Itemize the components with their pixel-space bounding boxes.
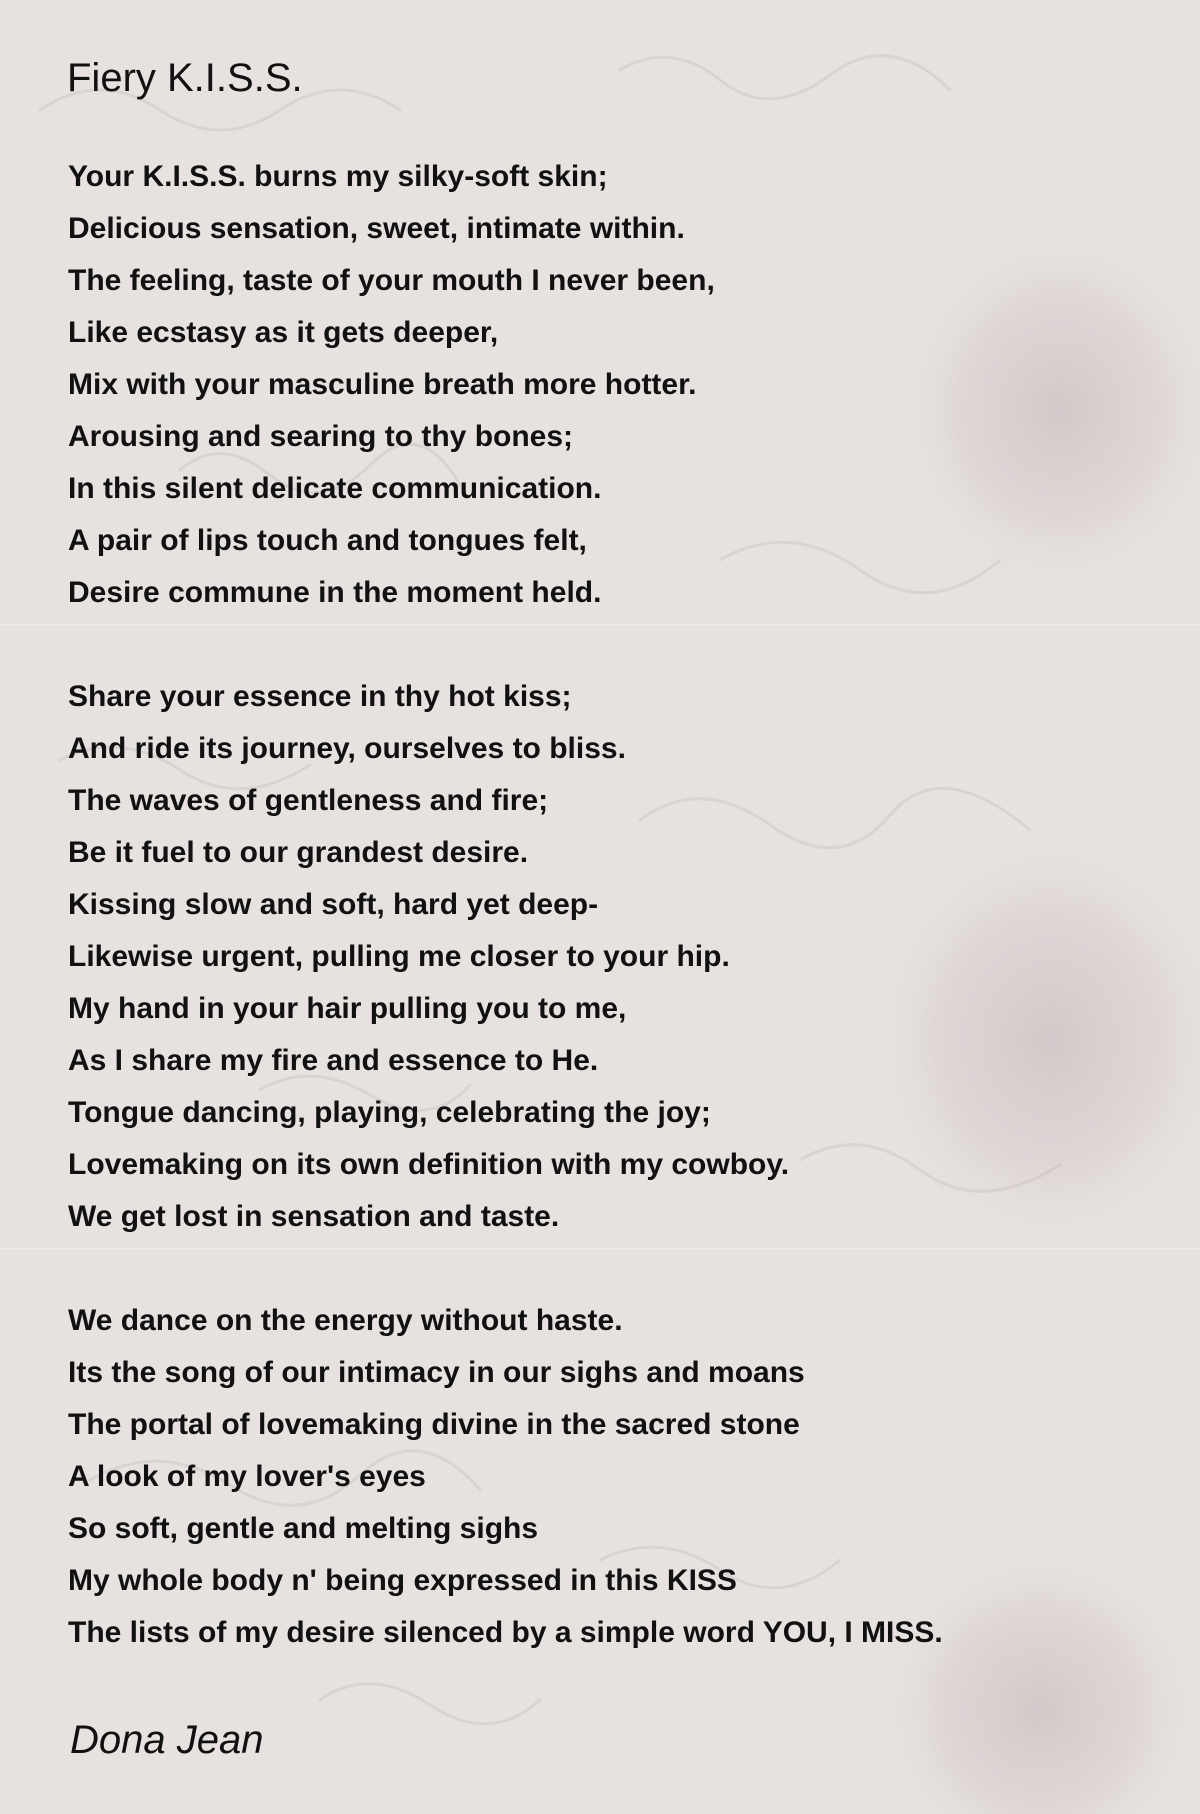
poem-line: We dance on the energy without haste. xyxy=(68,1304,623,1337)
poem-line: Share your essence in thy hot kiss; xyxy=(68,680,572,713)
poem-title: Fiery K.I.S.S. xyxy=(67,56,303,100)
poem-line: Your K.I.S.S. burns my silky-soft skin; xyxy=(68,160,608,193)
poem-line: Tongue dancing, playing, celebrating the joy; xyxy=(68,1096,711,1129)
poem-line: The feeling, taste of your mouth I never been, xyxy=(68,264,715,297)
poem-line: Lovemaking on its own definition with my cowboy. xyxy=(68,1148,790,1181)
poem-line: Mix with your masculine breath more hotter. xyxy=(68,368,697,401)
poem-line: As I share my fire and essence to He. xyxy=(68,1044,599,1077)
poem-line: A pair of lips touch and tongues felt, xyxy=(68,524,587,557)
poem-line: We get lost in sensation and taste. xyxy=(68,1200,560,1233)
poem-line: Likewise urgent, pulling me closer to your hip. xyxy=(68,940,730,973)
poem-line: Desire commune in the moment held. xyxy=(68,576,602,609)
poem-stanza xyxy=(68,1295,1168,1659)
poem-stanza xyxy=(68,671,1168,1243)
poem-line: My hand in your hair pulling you to me, xyxy=(68,992,627,1025)
poem-line: My whole body n' being expressed in this KISS xyxy=(68,1564,737,1597)
poem-author: Dona Jean xyxy=(70,1718,264,1762)
poem-line: The lists of my desire silenced by a simple word YOU, I MISS. xyxy=(68,1616,943,1649)
poem-line: Kissing slow and soft, hard yet deep- xyxy=(68,888,599,921)
poem-line: And ride its journey, ourselves to bliss. xyxy=(68,732,626,765)
poem-line: Its the song of our intimacy in our sighs and moans xyxy=(68,1356,805,1389)
poem-line: In this silent delicate communication. xyxy=(68,472,602,505)
poem-line: The portal of lovemaking divine in the sacred stone xyxy=(68,1408,800,1441)
poem-line: A look of my lover's eyes xyxy=(68,1460,426,1493)
poem-stanza xyxy=(68,151,1168,619)
poem-line: Like ecstasy as it gets deeper, xyxy=(68,316,499,349)
poem-line: The waves of gentleness and fire; xyxy=(68,784,549,817)
poem-line: So soft, gentle and melting sighs xyxy=(68,1512,539,1545)
poem-line: Delicious sensation, sweet, intimate within. xyxy=(68,212,685,245)
poem-body xyxy=(68,151,1168,1659)
poem-line: Be it fuel to our grandest desire. xyxy=(68,836,529,869)
poem-line: Arousing and searing to thy bones; xyxy=(68,420,574,453)
